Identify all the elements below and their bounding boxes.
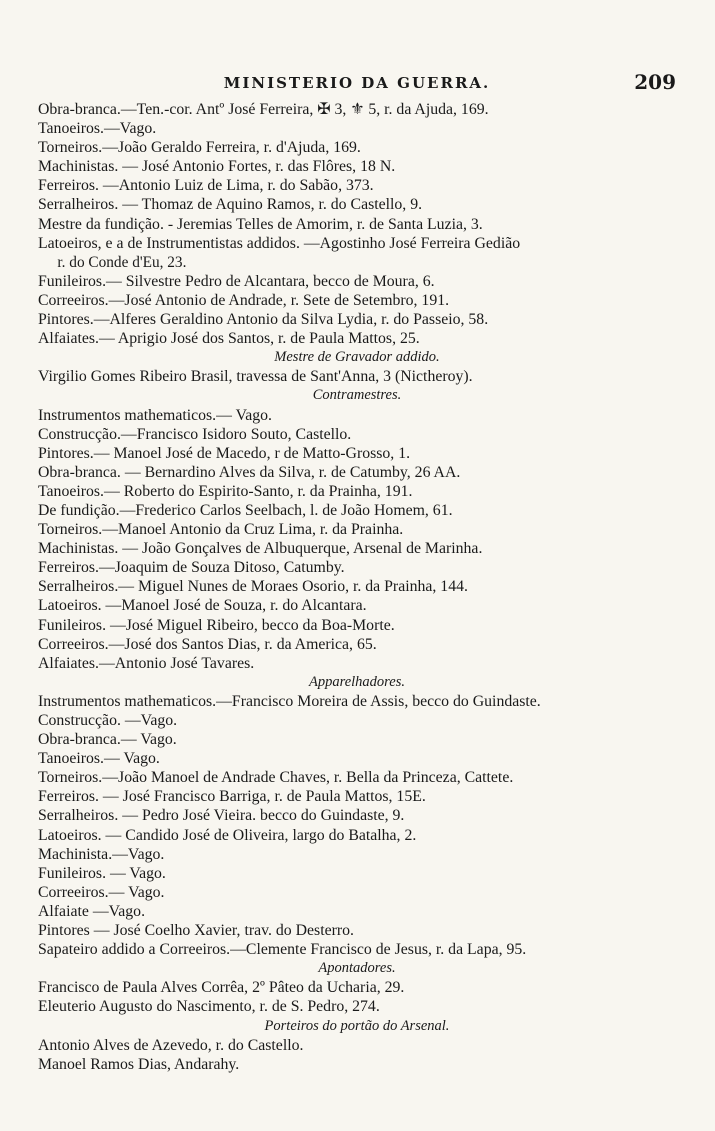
document-page <box>38 70 676 1074</box>
section-heading: Porteiros do portão do Arsenal. <box>264 1017 450 1034</box>
section-heading: Apontadores. <box>318 960 396 977</box>
entry-line: De fundição.—Frederico Carlos Seelbach, l. de João Homem, 61. <box>38 501 453 519</box>
document-body <box>38 100 676 1074</box>
entry-line: Pintores.—Alferes Geraldino Antonio da Silva Lydia, r. do Passeio, 58. <box>38 311 489 329</box>
entry-line: Torneiros.—João Geraldo Ferreira, r. d'Ajuda, 169. <box>38 139 361 157</box>
entry-line: Eleuterio Augusto do Nascimento, r. de S. Pedro, 274. <box>38 998 380 1016</box>
entry-line: Correeiros.— Vago. <box>38 883 165 901</box>
entry-line: Funileiros.— Silvestre Pedro de Alcantara, becco de Moura, 6. <box>38 272 435 290</box>
entry-line: Pintores — José Coelho Xavier, trav. do Desterro. <box>38 922 354 940</box>
entry-line: Tanoeiros.— Vago. <box>38 750 160 768</box>
section-heading: Mestre de Gravador addido. <box>274 349 440 366</box>
page-number: 209 <box>634 70 676 94</box>
entry-line: Alfaiates.— Aprigio José dos Santos, r. de Paula Mattos, 25. <box>38 330 420 348</box>
page-header <box>38 70 676 100</box>
entry-line: Latoeiros. — Candido José de Oliveira, largo do Batalha, 2. <box>38 826 417 844</box>
entry-line: Alfaiates.—Antonio José Tavares. <box>38 654 255 672</box>
entry-line: Funileiros. —José Miguel Ribeiro, becco da Boa-Morte. <box>38 616 395 634</box>
entry-line: Funileiros. — Vago. <box>38 864 166 882</box>
entry-continuation: r. do Conde d'Eu, 23. <box>57 253 187 271</box>
entry-line: Ferreiros.—Joaquim de Souza Ditoso, Catumby. <box>38 559 345 577</box>
entry-line: Tanoeiros.—Vago. <box>38 120 157 138</box>
entry-line: Manoel Ramos Dias, Andarahy. <box>38 1055 240 1073</box>
entry-line: Mestre da fundição. - Jeremias Telles de Amorim, r. de Santa Luzia, 3. <box>38 215 483 233</box>
entry-line: Antonio Alves de Azevedo, r. do Castello. <box>38 1036 304 1054</box>
page-title: MINISTERIO DA GUERRA. <box>223 74 491 92</box>
entry-line: Serralheiros. — Pedro José Vieira. becco do Guindaste, 9. <box>38 807 405 825</box>
entry-line: Serralheiros. — Thomaz de Aquino Ramos, r. do Castello, 9. <box>38 196 423 214</box>
entry-line: Obra-branca.— Vago. <box>38 731 177 749</box>
entry-line: Construcção. —Vago. <box>38 712 178 729</box>
entry-line: Latoeiros. —Manoel José de Souza, r. do Alcantara. <box>38 597 367 615</box>
entry-line: Machinista.—Vago. <box>38 845 165 863</box>
entry-line: Alfaiate —Vago. <box>38 902 146 920</box>
entry-line: Obra-branca. — Bernardino Alves da Silva, r. de Catumby, 26 AA. <box>38 463 461 481</box>
entry-line: Francisco de Paula Alves Corrêa, 2º Pâteo da Ucharia, 29. <box>38 979 405 997</box>
entry-line: Obra-branca.—Ten.-cor. Antº José Ferreira, ✠ 3, ⚜ 5, r. da Ajuda, 169. <box>38 101 489 118</box>
entry-line: Instrumentos mathematicos.— Vago. <box>38 406 272 424</box>
entry-line: Latoeiros, e a de Instrumentistas addidos. —Agostinho José Ferreira Gedião <box>38 234 521 252</box>
entry-line: Tanoeiros.— Roberto do Espirito-Santo, r. da Prainha, 191. <box>38 482 413 500</box>
entry-line: Pintores.— Manoel José de Macedo, r de Matto-Grosso, 1. <box>38 444 411 462</box>
section-heading: Apparelhadores. <box>309 673 405 690</box>
entry-line: Correeiros.—José Antonio de Andrade, r. Sete de Setembro, 191. <box>38 291 450 309</box>
section-heading: Contramestres. <box>312 387 402 404</box>
entry-line: Machinistas. — João Gonçalves de Albuquerque, Arsenal de Marinha. <box>38 540 483 558</box>
entry-line: Virgilio Gomes Ribeiro Brasil, travessa de Sant'Anna, 3 (Nictheroy). <box>38 368 473 386</box>
entry-line: Ferreiros. — José Francisco Barriga, r. de Paula Mattos, 15E. <box>38 788 426 806</box>
entry-line: Instrumentos mathematicos.—Francisco Moreira de Assis, becco do Guindaste. <box>38 692 541 710</box>
entry-line: Correeiros.—José dos Santos Dias, r. da America, 65. <box>38 635 377 653</box>
entry-line: Torneiros.—João Manoel de Andrade Chaves, r. Bella da Princeza, Cattete. <box>38 769 514 787</box>
entry-line: Machinistas. — José Antonio Fortes, r. das Flôres, 18 N. <box>38 158 396 176</box>
entry-line: Ferreiros. —Antonio Luiz de Lima, r. do Sabão, 373. <box>38 177 374 195</box>
entry-line: Torneiros.—Manoel Antonio da Cruz Lima, r. da Prainha. <box>38 521 404 539</box>
entry-line: Sapateiro addido a Correeiros.—Clemente Francisco de Jesus, r. da Lapa, 95. <box>38 941 527 959</box>
entry-line: Construcção.—Francisco Isidoro Souto, Castello. <box>38 425 352 443</box>
entry-line: Serralheiros.— Miguel Nunes de Moraes Osorio, r. da Prainha, 144. <box>38 578 468 596</box>
